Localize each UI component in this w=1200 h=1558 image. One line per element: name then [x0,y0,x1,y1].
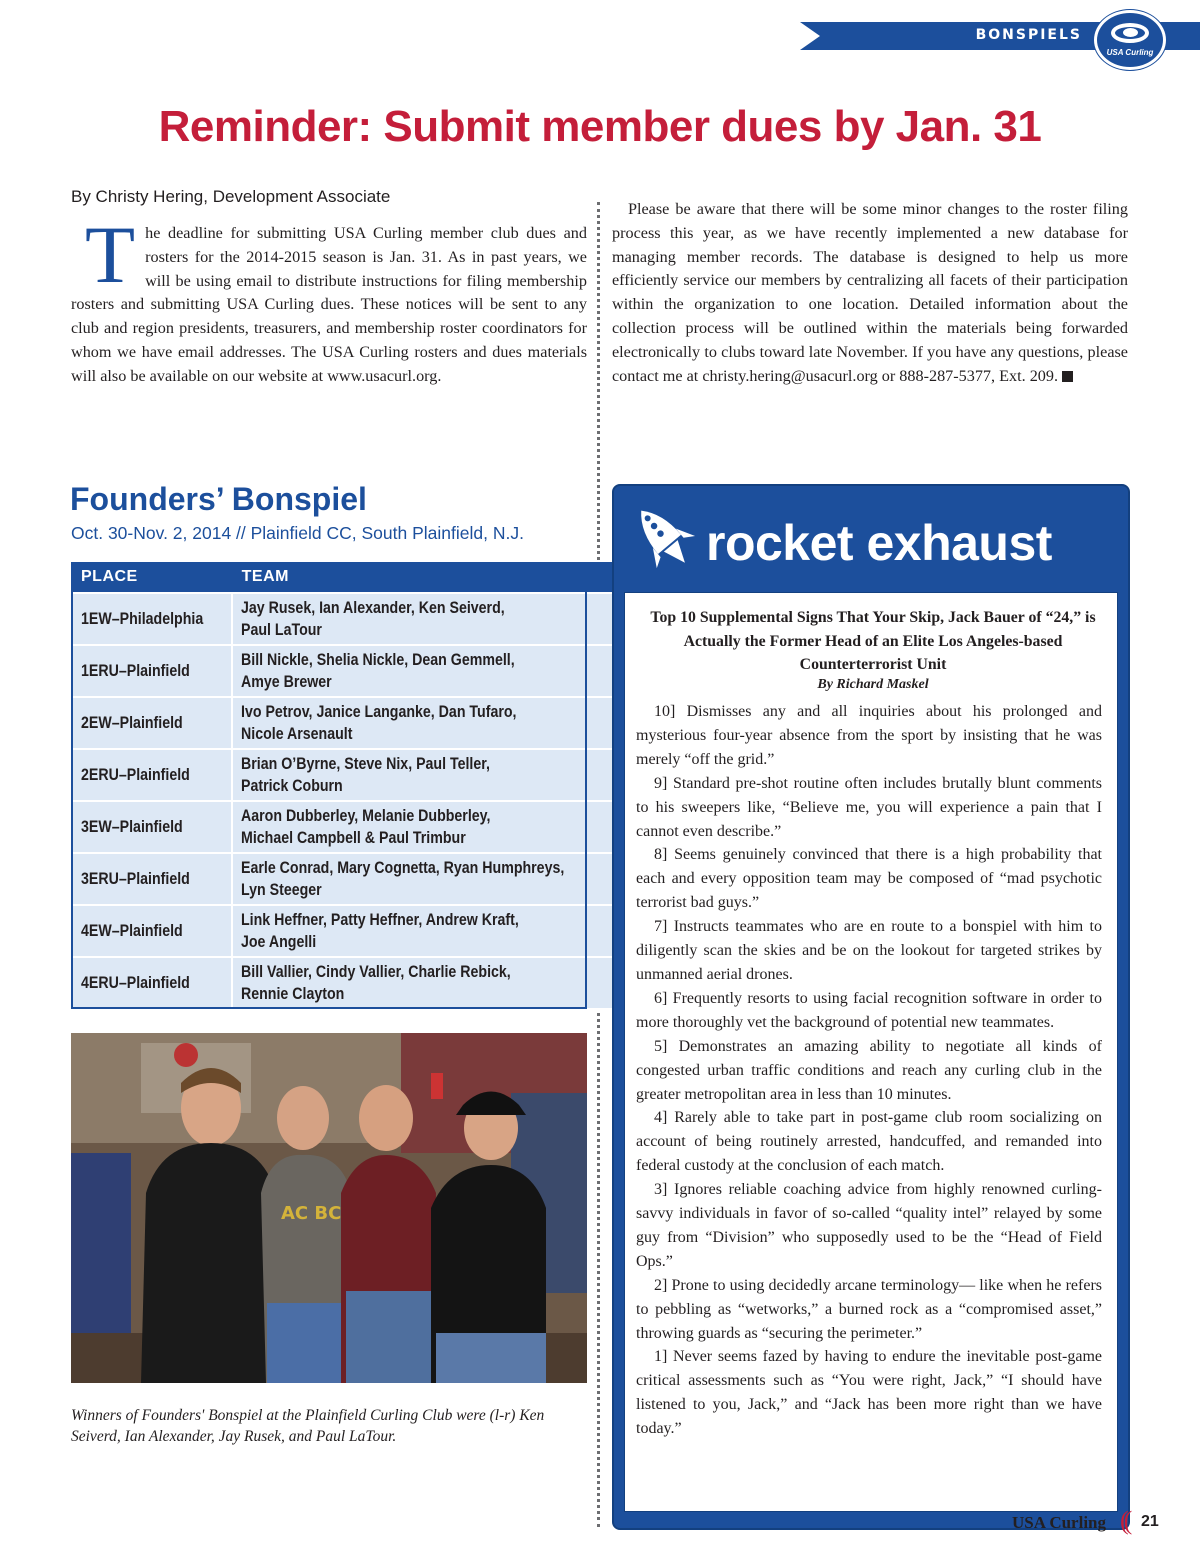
top10-author: By Richard Maskel [817,677,929,692]
team-cell: Jay Rusek, Ian Alexander, Ken Seiverd, Paul LaTour [232,593,626,645]
header-place: PLACE [72,562,232,593]
byline: By Christy Hering, Development Associate [71,187,391,206]
list-item: 4] Rarely able to take part in post-game club room socializing on account of being routinely arrested, handcuffed, and remanded into federal custody at the conclusion of each match. [636,1109,1102,1175]
table-row [72,801,626,853]
table-row [72,749,626,801]
article-column-left [71,209,587,389]
list-item: 5] Demonstrates an amazing ability to negotiate all kinds of congested urban traffic conditions and reach any curling club in the greater metropolitan area in less than 10 minutes. [636,1037,1102,1103]
article-paragraph-2: Please be aware that there will be some minor changes to the roster filing process this year, as we have recently implemented a new database for managing member records. The database is designed to help us more efficiently service our members by centralizing all facets of their participation within the organization to one location. Detailed information about the collection process will be outlined within the materials being forwarded electronically to clubs toward late November. If you have any questions, please contact me at christy.hering@usacurl.org or 888-287-5377, Ext. 209. [612,200,1128,385]
list-item: 10] Dismisses any and all inquiries about his prolonged and mysterious four-year absence from the sport by insisting that he was merely “off the grid.” [636,703,1102,768]
article-column-right [612,198,1128,388]
table-row [72,593,626,645]
place-cell: 2EW–Plainfield [72,697,232,749]
place-cell: 2ERU–Plainfield [72,749,232,801]
winners-photo [71,1033,587,1383]
rocket-exhaust-box [612,484,1130,1530]
place-cell: 4EW–Plainfield [72,905,232,957]
team-cell: Ivo Petrov, Janice Langanke, Dan Tufaro, Nicole Arsenault [232,697,626,749]
table-row [72,697,626,749]
place-cell: 1ERU–Plainfield [72,645,232,697]
photo-illustration [71,1033,587,1383]
table-header-row [72,562,626,593]
footer-brackets: (( [1120,1506,1128,1535]
list-item: 7] Instructs teammates who are en route to a bonspiel with him to diligently scan the skies and be on the lookout for targeted strikes by unmanned aerial drones. [636,918,1102,983]
team-cell: Aaron Dubberley, Melanie Dubberley, Michael Campbell & Paul Trimbur [232,801,626,853]
logo-text: USA Curling [1106,48,1154,57]
list-item: 2] Prone to using decidedly arcane terminology— like when he refers to pebbling as “wetworks,” a burned rock as a “compromised asset,” throwing guards as “securing the perimeter.” [636,1276,1102,1342]
article-paragraph-1: he deadline for submitting USA Curling member club dues and rosters for the 2014-2015 season is Jan. 31. As in past years, we will be using email to distribute instructions for filing membership rosters and submitting USA Curling dues. These notices will be sent to any club and region presidents, treasurers, and membership roster coordinators for whom we have email addresses. The USA Curling rosters and dues materials will also be available on our website at www.usacurl.org. [71,224,587,385]
founders-title: Founders’ Bonspiel [70,481,367,517]
top10-title: Top 10 Supplemental Signs That Your Skip, Jack Bauer of “24,” is Actually the Former Head of an Elite Los Angeles-based Counterterrorist Unit [650,609,1096,673]
section-label: BONSPIELS [975,27,1082,43]
list-item: 3] Ignores reliable coaching advice from highly renowned curling-savvy individuals in favor of so-called “quality intel” relayed by some guy from “Division” who supposedly used to be the “Head of Field Ops.” [636,1181,1102,1270]
logo-stone-icon [1123,28,1138,37]
article-headline: Reminder: Submit member dues by Jan. 31 [158,102,1042,151]
table-row [72,905,626,957]
table-row [72,645,626,697]
shirt-logo-text: AC BC [281,1203,342,1224]
founders-subtitle: Oct. 30-Nov. 2, 2014 // Plainfield CC, South Plainfield, N.J. [71,523,524,543]
photo-caption: Winners of Founders' Bonspiel at the Plainfield Curling Club were (l-r) Ken Seiverd, Ian Alexander, Jay Rusek, and Paul LaTour. [71,1407,545,1445]
team-cell: Bill Vallier, Cindy Vallier, Charlie Rebick, Rennie Clayton [232,957,626,1009]
rocket-icon [624,498,706,580]
page-number: 21 [1141,1513,1159,1530]
team-cell: Bill Nickle, Shelia Nickle, Dean Gemmell, Amye Brewer [232,645,626,697]
top10-list [636,700,1102,1441]
team-cell: Brian O’Byrne, Steve Nix, Paul Teller, Patrick Coburn [232,749,626,801]
results-table [71,562,627,1010]
team-cell: Earle Conrad, Mary Cognetta, Ryan Humphreys, Lyn Steeger [232,853,626,905]
header-team: TEAM [232,562,626,593]
list-item: 8] Seems genuinely convinced that there is a high probability that each and every opposition team may be composed of “mad psychotic terrorist bad guys.” [636,846,1102,912]
place-cell: 4ERU–Plainfield [72,957,232,1009]
list-item: 6] Frequently resorts to using facial recognition software in order to more thoroughly vet the background of potential new teammates. [636,989,1102,1031]
place-cell: 1EW–Philadelphia [72,593,232,645]
usa-curling-logo [1094,10,1166,70]
rocket-title: rocket exhaust [706,515,1052,571]
footer-magazine-name: USA Curling [1012,1513,1106,1532]
team-cell: Link Heffner, Patty Heffner, Andrew Kraft, Joe Angelli [232,905,626,957]
drop-cap: T [85,209,136,300]
end-mark-icon [1062,371,1073,382]
list-item: 9] Standard pre-shot routine often includes brutally blunt comments to his sweepers like, “Believe me, you will experience a pain that I cannot even describe.” [636,774,1102,840]
table-row [72,957,626,1009]
table-row [72,853,626,905]
place-cell: 3EW–Plainfield [72,801,232,853]
place-cell: 3ERU–Plainfield [72,853,232,905]
list-item: 1] Never seems fazed by having to endure the inevitable post-game critical assessments such as “You were right, Jack,” “I should have listened to you, Jack,” and “Jack has been more right than we have today.” [636,1348,1102,1438]
